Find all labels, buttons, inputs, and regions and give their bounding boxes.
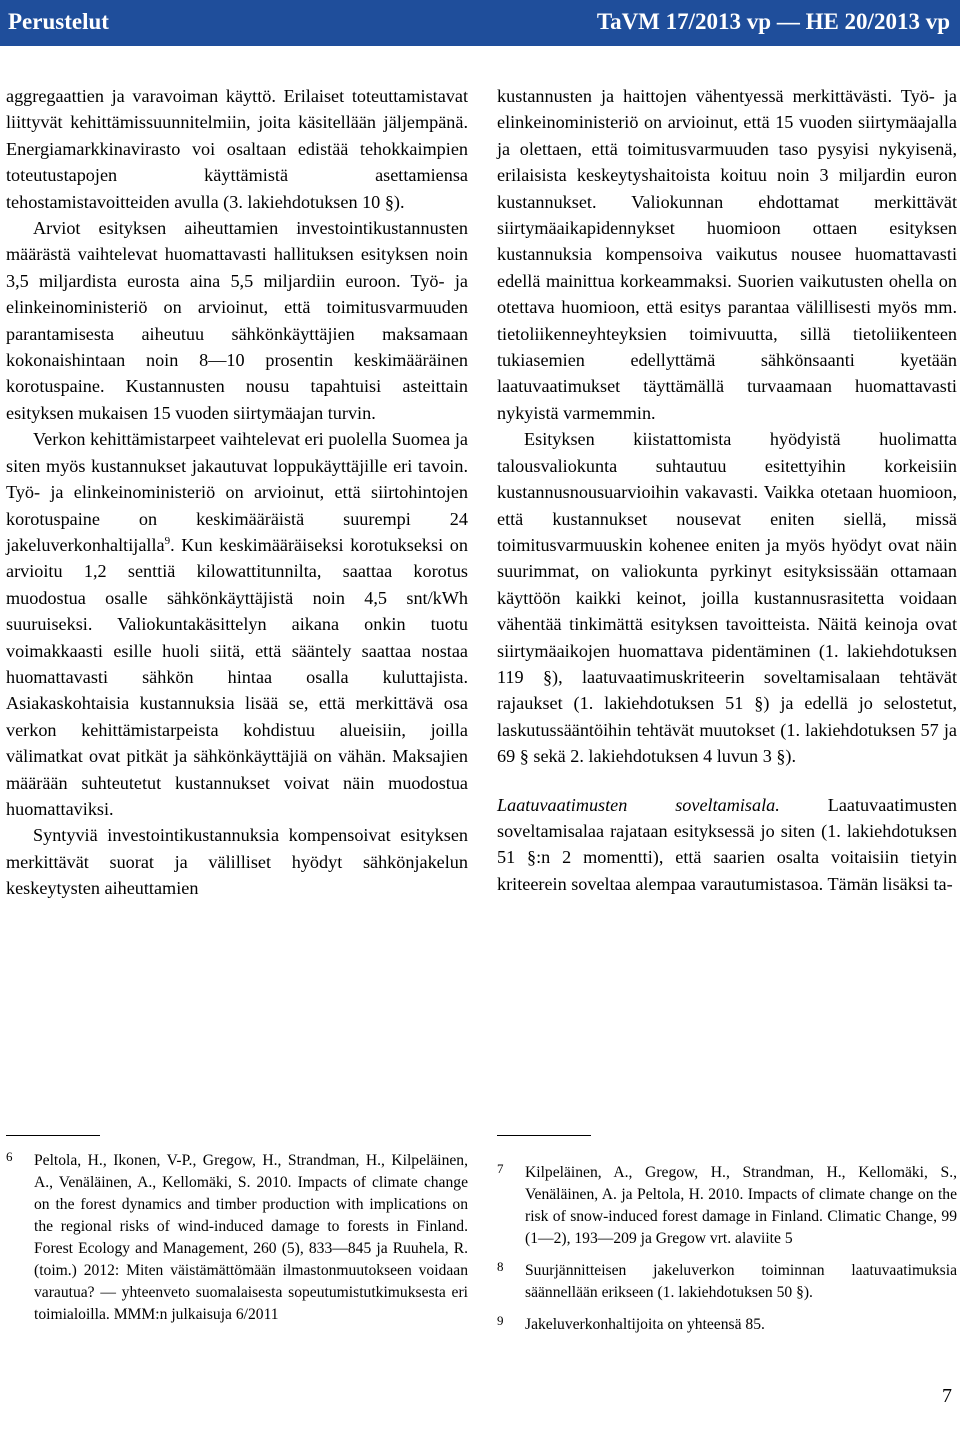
- page-number: 7: [942, 1385, 952, 1407]
- header-document-id: TaVM 17/2013 vp — HE 20/2013 vp: [596, 9, 950, 34]
- footnote-reference[interactable]: 9: [164, 534, 171, 547]
- footnote-text: Kilpeläinen, A., Gregow, H., Strandman, H., Kellomäki, S., Venäläinen, A. ja Peltola, H. 2010. Impacts of climate change on the risk of snow-induced forest damage in Finland. Climatic Change, 99 (1—2), 193—209 ja Gregow vrt. alaviite 5: [525, 1164, 957, 1247]
- page-header: [0, 0, 960, 46]
- right-text-column: [497, 83, 957, 897]
- paragraph: kustannusten ja haittojen vähentyessä merkittävästi. Työ- ja elinkeinoministeriö on arvioinut, että 15 vuoden siirtymäajalla ja olettaen, että toimitusvarmuuden taso pysyisi nykyisenä, erilaisista keskeytyshaitoista koituu noin 3 miljardin euron kustannukset. Valiokunnan ehdottamat merkittävät siirtymäaikapidennykset huomioon ottaen esityksen kustannuksia kompensoiva vaikutus nousee huomattavasti edellä mainittua korkeammaksi. Suorien vaikutusten ohella on otettava huomioon, että esitys parantaa välillisesti myös mm. tietoliikenneyhteyksien toimivuutta, sillä tietoliikenteen tukiasemien edellyttämä sähkönsaanti kyetään laatuvaatimukset täyttämällä turvaamaan huomattavasti nykyistä varmemmin.: [497, 86, 957, 423]
- footnote-text: Suurjännitteisen jakeluverkon toiminnan laatuvaatimuksia säännellään erikseen (1. lakiehdotuksen 50 §).: [525, 1262, 957, 1301]
- footnote-number: 7: [497, 1161, 504, 1176]
- footnote-text: Peltola, H., Ikonen, V-P., Gregow, H., Strandman, H., Kilpeläinen, A., Venäläinen, A., Kellomäki, S. 2010. Impacts of climate change on the forest dynamics and timber production with implications on the regional risks of wind-induced damage to forests in Finland. Forest Ecology and Management, 260 (5), 833—845 ja Ruuhela, R. (toim.) 2012: Miten väistämättömään ilmastonmuutokseen voidaan varautua? — yhteenveto suomalaisesta sopeutumistutkimuksesta eri toimialoilla. MMM:n julkaisuja 6/2011: [34, 1152, 468, 1323]
- footnote-number: 9: [497, 1313, 504, 1328]
- left-text-column: [6, 83, 468, 902]
- paragraph: [497, 792, 957, 898]
- paragraph: aggregaattien ja varavoiman käyttö. Erilaiset toteuttamistavat liittyvät kehittämissuunnitelmiin, joita käsitellään jäljempänä. Energiamarkkinavirasto voi osaltaan edistää tehokkaimpien toteutustapojen käyttämistä asettamiensa tehostamistavoitteiden avulla (3. lakiehdotuksen 10 §).: [6, 86, 468, 212]
- footnote: [497, 1314, 957, 1336]
- footnote: [497, 1162, 957, 1250]
- footnote-divider: [6, 1135, 100, 1136]
- paragraph: Syntyviä investointikustannuksia kompensoivat esityksen merkittävät suorat ja välilliset hyödyt sähkönjakelun keskeytysten aiheuttamien: [6, 825, 468, 899]
- section-heading: Laatuvaatimusten soveltamisala.: [497, 794, 780, 815]
- footnote: [497, 1260, 957, 1304]
- footnote-number: 6: [6, 1149, 13, 1164]
- paragraph-text: Verkon kehittämistarpeet vaihtelevat eri puolella Suomea ja siten myös kustannukset jakautuvat loppukäyttäjille eri tavoin. Työ- ja elinkeinoministeriö on arvioinut, että siirtohintojen korotuspaine on keskimääräistä suurempi 24 jakeluverkonhaltijalla: [6, 429, 468, 555]
- footnote-number: 8: [497, 1259, 504, 1274]
- footnote-text: Jakeluverkonhaltijoita on yhteensä 85.: [525, 1316, 765, 1333]
- footnote: [6, 1150, 468, 1326]
- paragraph: Arviot esityksen aiheuttamien investointikustannusten määrästä vaihtelevat huomattavasti hallituksen esityksen noin 3,5 miljardista eurosta aina 5,5 miljardiin euroon. Työ- ja elinkeinoministeriö on arvioinut, että toimitusvarmuuden parantamisesta aiheutuu sähkönkäyttäjien maksamaan kokonaishintaan noin 8—10 prosentin keskimääräinen korotuspaine. Kustannusten nousu tapahtuisi asteittain esityksen mukaisen 15 vuoden siirtymäajan turvin.: [6, 218, 468, 423]
- paragraph-text: Laatuvaatimusten soveltamisalaa rajataan esityksessä jo siten (1. lakiehdotuksen 51 §:n 2 momentti), että saarien osalta voitaisiin tietyin kriteerein soveltaa alempaa varautumistasoa. Tämän lisäksi ta-: [497, 794, 957, 894]
- paragraph: [6, 426, 468, 822]
- paragraph: Esityksen kiistattomista hyödyistä huolimatta talousvaliokunta suhtautuu esitettyihin korkeisiin kustannusnousuarvioihin vakavasti. Vaikka otetaan huomioon, että kustannukset nousevat eniten siellä, missä toimitusvarmuuskin kohenee eniten ja myös hyödyt ovat näin suurimmat, on valiokunta pyrkinyt esityksissään ottamaan käyttöön kaikki keinot, joilla kustannusrasitetta voidaan vähentää tinkimättä esityksen tavoitteista. Näitä keinoja ovat siirtymäaikojen huomattava pidentäminen (1. lakiehdotuksen 119 §), laatuvaatimuskriteerin soveltamisalaan tehtävät rajaukset (1. lakiehdotuksen 51 §) ja edellä jo selostetut, laskutussääntöihin tehtävät muutokset (1. lakiehdotuksen 57 ja 69 § sekä 2. lakiehdotuksen 4 luvun 3 §).: [497, 429, 957, 767]
- paragraph-text: . Kun keskimääräiseksi korotukseksi on arvioitu 1,2 senttiä kilowattitunnilta, saattaa korotus muodostua osalle sähkönkäyttäjistä noin 4,5 snt/kWh suuruiseksi. Valiokuntakäsittelyn aikana onkin tuotu voimakkaasti esille huoli siitä, että sääntely saattaa nostaa huomattavasti sähkön hintaa osalla kuluttajista. Asiakaskohtaisia kustannuksia lisää se, että merkittävä osa verkon kehittämistarpeista kohdistuu alueisiin, joilla välimatkat ovat pitkät ja sähkönkäyttäjiä on vähän. Maksajien määrään suhteutetut kustannukset voivat näin muodostua huomattaviksi.: [6, 534, 468, 819]
- footnote-divider: [497, 1135, 591, 1136]
- footnotes-left: [6, 1150, 468, 1326]
- footnotes-right: [497, 1162, 957, 1336]
- header-section-title: Perustelut: [8, 9, 109, 34]
